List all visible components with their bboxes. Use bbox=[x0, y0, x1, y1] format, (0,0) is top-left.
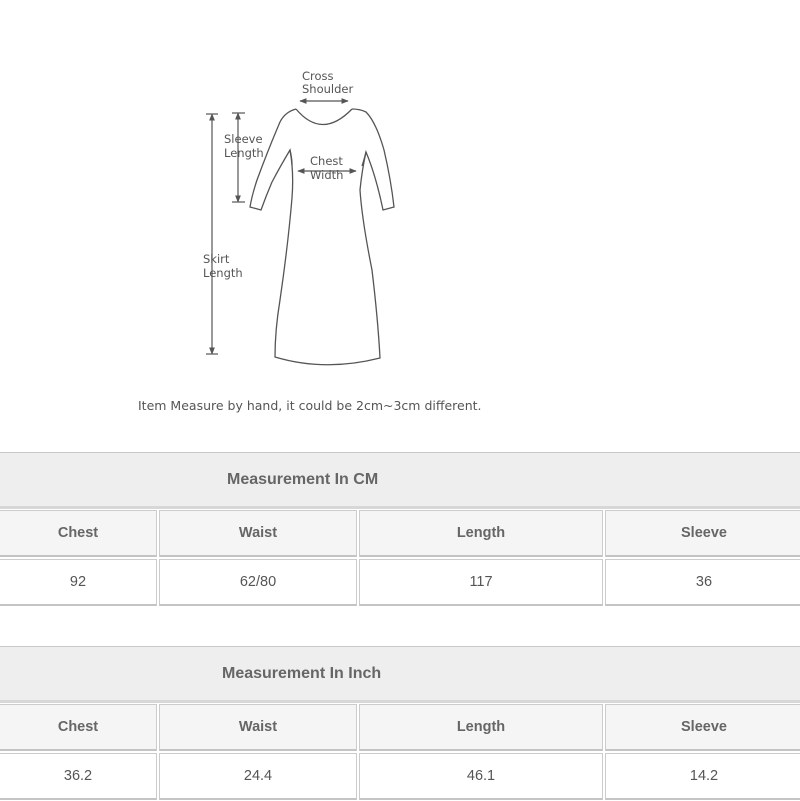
label-cross: Cross bbox=[302, 69, 334, 83]
value-length: 46.1 bbox=[359, 753, 603, 800]
table-header-row bbox=[0, 509, 800, 558]
label-sleeve: Sleeve bbox=[224, 132, 263, 146]
value-chest: 36.2 bbox=[0, 753, 157, 800]
value-sleeve: 36 bbox=[605, 559, 800, 606]
header-waist: Waist bbox=[159, 704, 357, 751]
label-skirt-length: Length bbox=[203, 266, 243, 280]
dress-outline bbox=[250, 109, 394, 365]
value-sleeve: 14.2 bbox=[605, 753, 800, 800]
table-title: Measurement In Inch bbox=[222, 664, 382, 682]
table-row bbox=[0, 558, 800, 607]
size-table-inch bbox=[0, 646, 800, 801]
header-chest: Chest bbox=[0, 510, 157, 557]
value-chest: 92 bbox=[0, 559, 157, 606]
header-chest: Chest bbox=[0, 704, 157, 751]
header-length: Length bbox=[359, 510, 603, 557]
size-table-cm bbox=[0, 452, 800, 607]
value-waist: 24.4 bbox=[159, 753, 357, 800]
table-title-bar bbox=[0, 452, 800, 509]
header-sleeve: Sleeve bbox=[605, 704, 800, 751]
label-chest: Chest bbox=[310, 154, 343, 168]
table-header-row bbox=[0, 703, 800, 752]
header-waist: Waist bbox=[159, 510, 357, 557]
table-title-bar bbox=[0, 646, 800, 703]
table-title: Measurement In CM bbox=[227, 470, 379, 488]
label-width: Width bbox=[310, 168, 344, 182]
label-shoulder: Shoulder bbox=[302, 82, 354, 96]
value-length: 117 bbox=[359, 559, 603, 606]
measurement-note: Item Measure by hand, it could be 2cm~3cm different. bbox=[138, 398, 482, 413]
table-row bbox=[0, 752, 800, 801]
label-sleeve-length: Length bbox=[224, 146, 264, 160]
header-sleeve: Sleeve bbox=[605, 510, 800, 557]
header-length: Length bbox=[359, 704, 603, 751]
label-skirt: Skirt bbox=[203, 252, 230, 266]
value-waist: 62/80 bbox=[159, 559, 357, 606]
